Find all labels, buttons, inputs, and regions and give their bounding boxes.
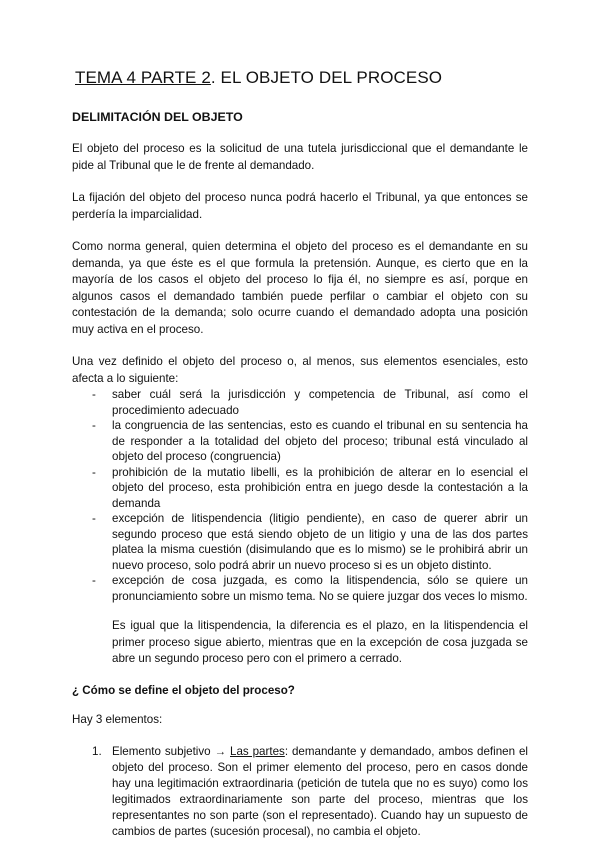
effects-list — [72, 387, 528, 604]
paragraph: Como norma general, quien determina el objeto del proceso es el demandante en su demanda, ya que éste es el que formula la pretensión. Aunque, es cierto que en la mayoría de los casos el objeto del proceso lo fija él, no siempre es así, porque en algunos casos el demandado también puede perfilar o cambiar el objeto con su contestación de la demanda; solo ocurre cuando el demandado adopta una posición muy activa en el proceso. — [72, 240, 528, 336]
section-heading: DELIMITACIÓN DEL OBJETO — [72, 110, 243, 124]
page-title — [75, 68, 528, 88]
title-rest: . EL OBJETO DEL PROCESO — [210, 68, 443, 87]
item-term: Las partes — [230, 745, 285, 758]
elements-list — [72, 744, 528, 840]
paragraph: Una vez definido el objeto del proceso o, al menos, sus elementos esenciales, esto afecta a lo siguiente: — [72, 355, 528, 385]
list-item: - excepción de litispendencia (litigio pendiente), en caso de querer abrir un segundo proceso que está siendo objeto de un litigio y una de las dos partes platea la misma cuestión (disimulando que es lo mismo) se le prohibirá abrir un nuevo proceso, solo podrá abrir un nuevo proceso si es un objeto distinto. — [92, 511, 528, 573]
question-heading: ¿ Cómo se define el objeto del proceso? — [72, 683, 295, 697]
item-text: : demandante y demandado, ambos definen el objeto del proceso. Son el primer elemento del proceso, pero en casos donde hay una legitimación extraordinaria (petición de tutela que no es suyo) como los legitimados extraordinariamente son parte del proceso, mientras que los representantes no son parte (son el representado). Cuando hay un supuesto de cambios de partes (sucesión procesal), no cambia el objeto. — [112, 745, 528, 838]
note-paragraph: Es igual que la litispendencia, la diferencia es el plazo, en la litispendencia el primer proceso sigue abierto, mientras que en la excepción de cosa juzgada se abre un segundo proceso pero con el primero a cerrado. — [112, 619, 528, 665]
title-tema: TEMA 4 PARTE 2 — [75, 68, 211, 87]
list-item: - saber cuál será la jurisdicción y competencia de Tribunal, así como el procedimiento adecuado — [92, 387, 528, 418]
paragraph: La fijación del objeto del proceso nunca podrá hacerlo el Tribunal, ya que entonces se perdería la imparcialidad. — [72, 191, 528, 221]
item-number: 1. — [92, 745, 102, 758]
list-item: - prohibición de la mutatio libelli, es la prohibición de alterar en lo esencial el objeto del proceso, esta prohibición entra en juego desde la contestación a la demanda — [92, 465, 528, 512]
list-item: - la congruencia de las sentencias, esto es cuando el tribunal en su sentencia ha de responder a la totalidad del objeto del proceso; tribunal está vinculado al objeto del proceso (congruencia) — [92, 418, 528, 465]
item-prefix: Elemento subjetivo → — [112, 745, 231, 758]
list-item — [92, 744, 528, 840]
elements-intro: Hay 3 elementos: — [72, 712, 163, 726]
paragraph: El objeto del proceso es la solicitud de una tutela jurisdiccional que el demandante le pide al Tribunal que le de frente al demandado. — [72, 142, 528, 172]
list-item: - excepción de cosa juzgada, es como la litispendencia, sólo se quiere un pronunciamiento sobre un mismo tema. No se quiere juzgar dos veces lo mismo. — [92, 573, 528, 604]
